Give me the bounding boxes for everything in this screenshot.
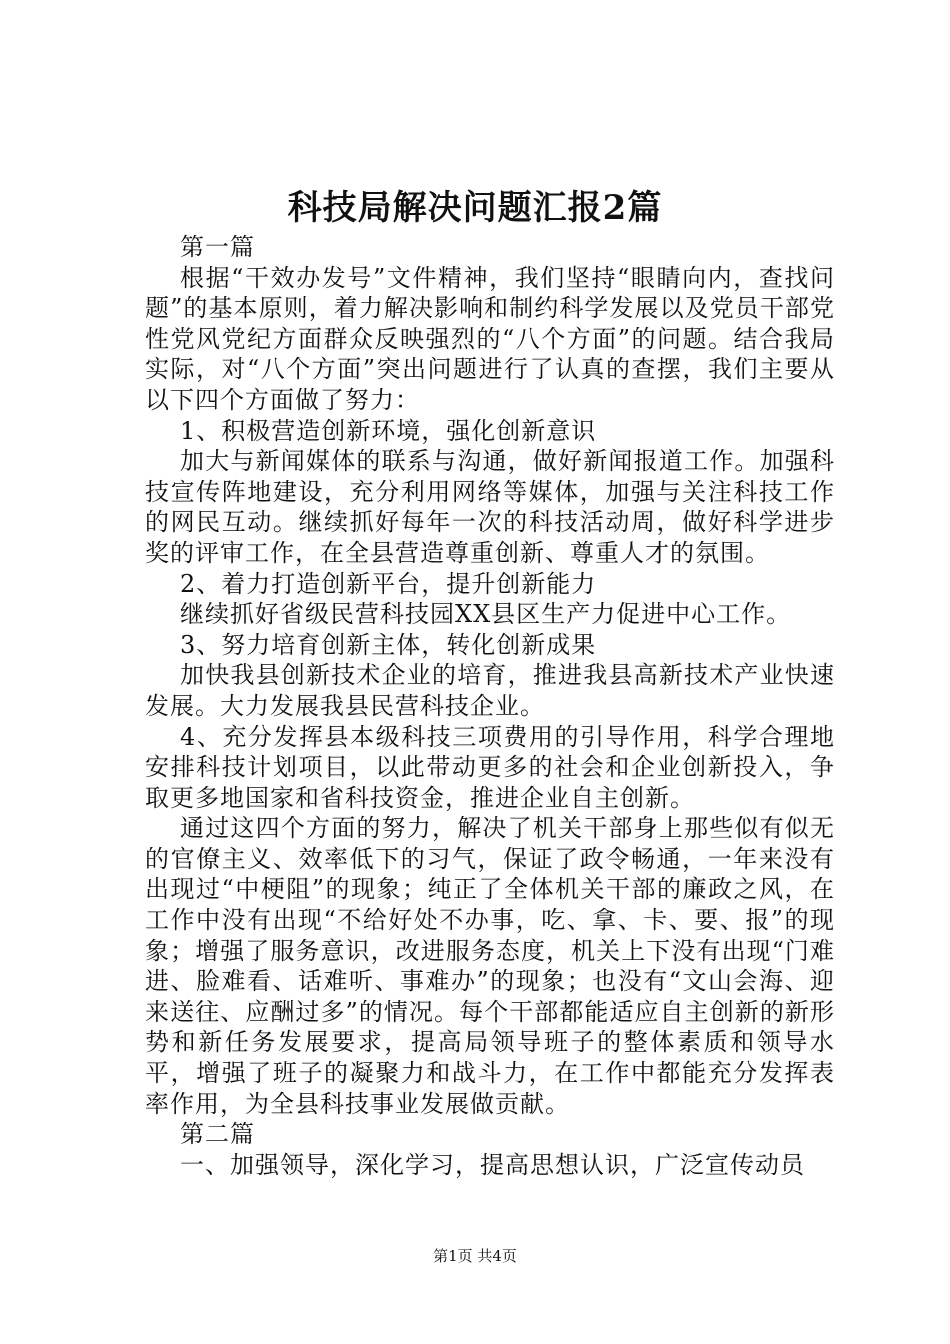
paragraph: 第二篇 (180, 1120, 255, 1149)
paragraph: 继续抓好省级民营科技园XX县区生产力促进中心工作。 (180, 600, 792, 629)
paragraph: 加快我县创新技术企业的培育，推进我县高新技术产业快速发展。大力发展我县民营科技企业。 (145, 661, 835, 720)
paragraph: 1、积极营造创新环境，强化创新意识 (180, 416, 597, 445)
paragraph: 2、着力打造创新平台，提升创新能力 (180, 569, 597, 598)
paragraph: 4、充分发挥县本级科技三项费用的引导作用，科学合理地安排科技计划项目，以此带动更多的社会和企业创新投入，争取更多地国家和省科技资金，推进企业自主创新。 (145, 722, 835, 812)
document-body (145, 232, 835, 1180)
page-footer: 第1页 共4页 (433, 1247, 517, 1265)
paragraph: 通过这四个方面的努力，解决了机关干部身上那些似有似无的官僚主义、效率低下的习气，保证了政令畅通，一年来没有出现过“中梗阻”的现象；纯正了全体机关干部的廉政之风，在工作中没有出现“不给好处不办事，吃、拿、卡、要、报”的现象；增强了服务意识，改进服务态度，机关上下没有出现“门难进、脸难看、话难听、事难办”的现象；也没有“文山会海、迎来送往、应酬过多”的情况。每个干部都能适应自主创新的新形势和新任务发展要求，提高局领导班子的整体素质和领导水平，增强了班子的凝聚力和战斗力，在工作中都能充分发挥表率作用，为全县科技事业发展做贡献。 (145, 814, 835, 1118)
document-title: 科技局解决问题汇报2篇 (287, 188, 663, 228)
paragraph: 加大与新闻媒体的联系与沟通，做好新闻报道工作。加强科技宣传阵地建设，充分利用网络等媒体，加强与关注科技工作的网民互动。继续抓好每年一次的科技活动周，做好科学进步奖的评审工作，在全县营造尊重创新、尊重人才的氛围。 (145, 447, 835, 567)
paragraph: 一、加强领导，深化学习，提高思想认识，广泛宣传动员 (180, 1150, 805, 1179)
paragraph: 第一篇 (180, 233, 255, 261)
paragraph: 3、努力培育创新主体，转化创新成果 (180, 630, 597, 659)
paragraph: 根据“干效办发号”文件精神，我们坚持“眼睛向内，查找问题”的基本原则，着力解决影响和制约科学发展以及党员干部党性党风党纪方面群众反映强烈的“八个方面”的问题。结合我局实际，对“八个方面”突出问题进行了认真的查摆，我们主要从以下四个方面做了努力： (145, 263, 835, 414)
